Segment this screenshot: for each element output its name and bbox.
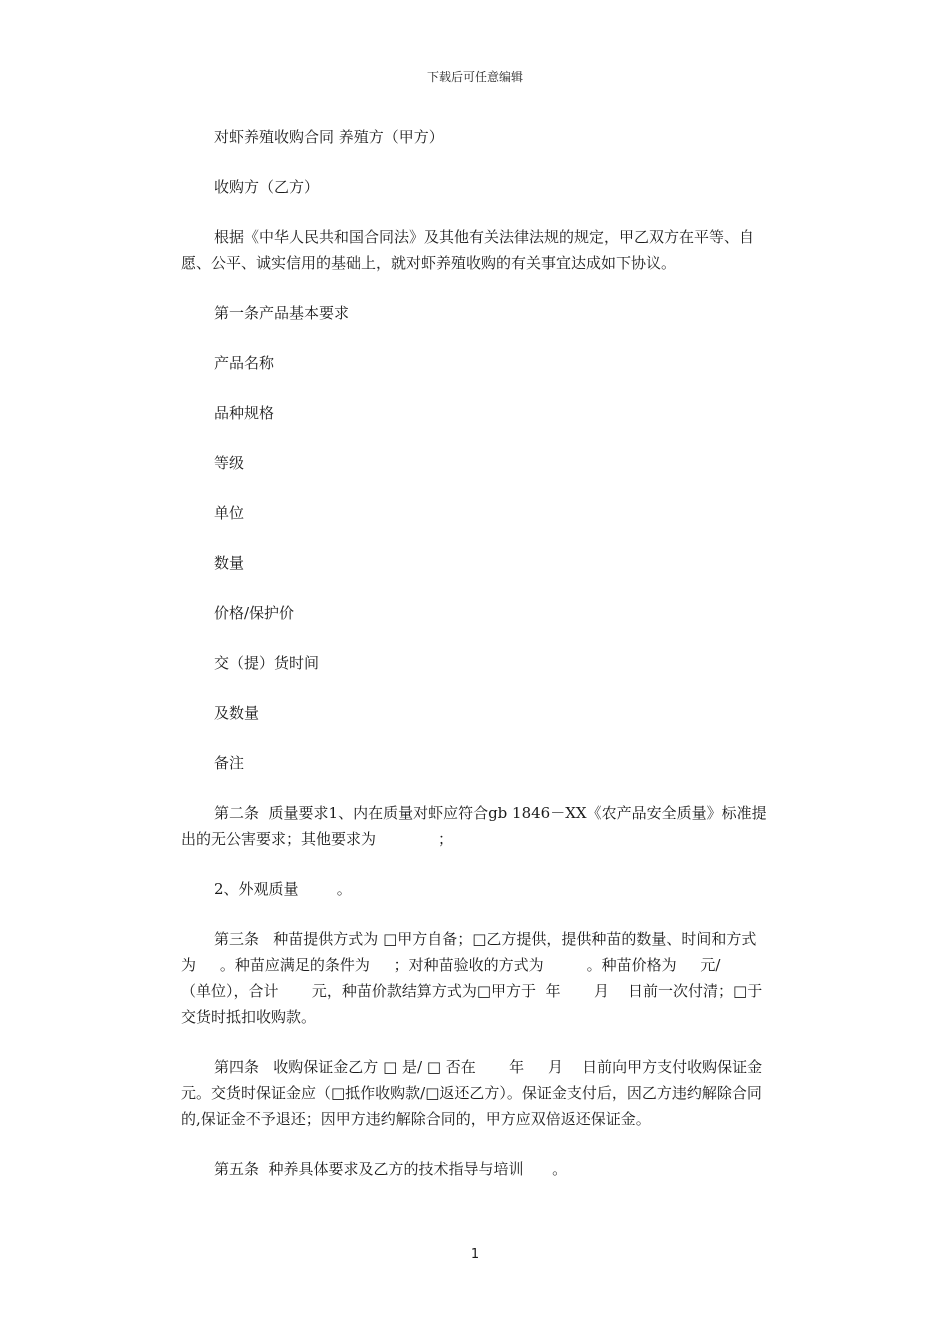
field-variety-spec: 品种规格 [214,404,275,422]
field-price: 价格/保护价 [214,604,295,622]
field-delivery-quantity: 及数量 [214,704,260,722]
field-product-name: 产品名称 [214,354,275,372]
contract-title: 对虾养殖收购合同 养殖方（甲方） [214,128,444,146]
article-3: 第三条 种苗提供方式为 □甲方自备；□乙方提供，提供种苗的数量、时间和方式为 。种苗应满足的条件为 ；对种苗验收的方式为 。种苗价格为 元/ （单位），合计 元，种苗价款结算方式为□甲方于 年 月 日前一次付清；□于交货时抵扣收购款。 [181,930,763,1026]
article-1-heading: 第一条产品基本要求 [214,304,350,322]
field-unit: 单位 [214,504,245,522]
field-delivery-time: 交（提）货时间 [214,654,320,672]
page-header: 下载后可任意编辑 [426,70,523,84]
buyer-party: 收购方（乙方） [214,178,320,196]
article-2-appearance: 2、外观质量 。 [214,880,352,898]
field-remarks: 备注 [214,754,245,772]
field-quantity: 数量 [214,554,245,572]
article-5: 第五条 种养具体要求及乙方的技术指导与培训 。 [214,1160,568,1178]
page-number: 1 [470,1247,480,1262]
article-4: 第四条 收购保证金乙方 □ 是/ □ 否在 年 月 日前向甲方支付收购保证金 元。交货时保证金应（□抵作收购款/□返还乙方）。保证金支付后，因乙方违约解除合同的,保证金不予退还；因甲方违约解除合同的，甲方应双倍返还保证金。 [181,1058,801,1128]
article-2: 第二条 质量要求1、内在质量对虾应符合gb 1846－XX《农产品安全质量》标准提出的无公害要求；其他要求为 ； [181,804,767,848]
field-grade: 等级 [214,454,245,472]
preamble: 根据《中华人民共和国合同法》及其他有关法律法规的规定，甲乙双方在平等、自愿、公平、诚实信用的基础上，就对虾养殖收购的有关事宜达成如下协议。 [181,228,755,272]
document-body [181,124,801,1206]
